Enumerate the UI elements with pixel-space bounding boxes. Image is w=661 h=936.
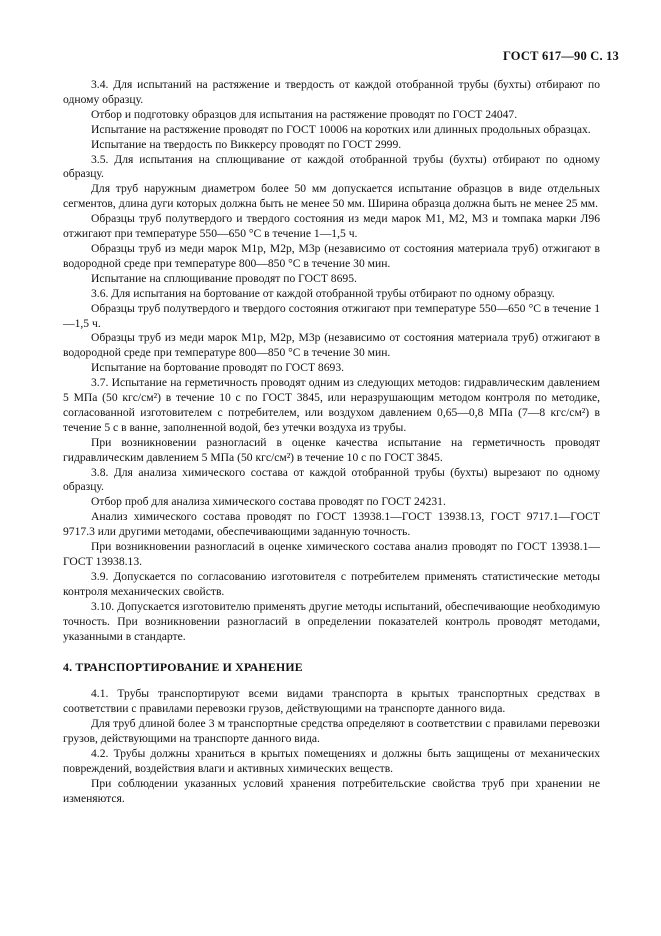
paragraph: 4.2. Трубы должны храниться в крытых помещениях и должны быть защищены от механических повреждений, воздействия влаги и активных химических веществ. [63,746,600,775]
paragraph: При возникновении разногласий в оценке качества испытание на герметичность проводят гидравлическим давлением 5 МПа (50 кгс/см²) в течение 10 с по ГОСТ 3845. [63,435,600,464]
paragraph: Испытание на твердость по Виккерсу проводят по ГОСТ 2999. [91,137,402,151]
paragraph: Образцы труб полутвердого и твердого состояния из меди марок М1, М2, М3 и томпака марки Л96 отжигают при температуре 550—650 °С в течение 1—1,5 ч. [63,212,600,241]
paragraph: Испытание на сплющивание проводят по ГОСТ 8695. [91,271,357,285]
paragraph: При возникновении разногласий в оценке химического состава анализ проводят по ГОСТ 13938.1—ГОСТ 13938.13. [63,540,600,568]
paragraph: Испытание на растяжение проводят по ГОСТ 10006 на коротких или длинных продольных образцах. [91,122,591,136]
section-title: 4. ТРАНСПОРТИРОВАНИЕ И ХРАНЕНИЕ [63,660,303,675]
paragraph: При соблюдении указанных условий хранения потребительские свойства труб при хранении не изменяются. [63,776,600,805]
paragraph: Отбор проб для анализа химического состава проводят по ГОСТ 24231. [91,495,446,509]
paragraph: Испытание на бортование проводят по ГОСТ 8693. [91,361,345,375]
paragraph: Образцы труб из меди марок М1р, М2р, М3р (независимо от состояния материала труб) отжигают в водородной среде при температуре 800—850 °С в течение 30 мин. [63,241,600,270]
paragraph: 3.10. Допускается изготовителю применять другие методы испытаний, обеспечивающие необходимую точность. При возникновении разногласий в определении показателей контроль проводят методами, указанными в стандарте. [63,599,600,643]
document-body [63,78,600,807]
paragraph: Для труб наружным диаметром более 50 мм допускается испытание образцов в виде отдельных сегментов, длина дуги которых должна быть не менее 50 мм. Ширина образца должна быть не менее 25 мм. [63,182,600,211]
paragraph: 3.9. Допускается по согласованию изготовителя с потребителем применять статистические методы контроля механических свойств. [63,569,600,598]
paragraph: 3.5. Для испытания на сплющивание от каждой отобранной трубы (бухты) отбирают по одному образцу. [63,152,600,181]
paragraph: 3.7. Испытание на герметичность проводят одним из следующих методов: гидравлическим давлением 5 МПа (50 кгс/см²) в течение 10 с по ГОСТ 3845, или неразрушающим методом контроля по методике, согласованной изготовителем с потребителем, или воздухом давлением 0,65—0,8 МПа (7—8 кгс/см²) в течение 5 с в ванне, заполненной водой, без утечки воздуха из трубы. [63,376,600,434]
paragraph: 3.6. Для испытания на бортование от каждой отобранной трубы отбирают по одному образцу. [91,286,555,300]
paragraph: 3.8. Для анализа химического состава от каждой отобранной трубы (бухты) вырезают по одному образцу. [63,465,600,494]
paragraph: Для труб длиной более 3 м транспортные средства определяют в соответствии с правилами перевозки грузов, действующими на транспорте данного вида. [63,717,600,746]
paragraph: Анализ химического состава проводят по ГОСТ 13938.1—ГОСТ 13938.13, ГОСТ 9717.1—ГОСТ 9717.3 или другими методами, обеспечивающими заданную точность. [63,510,600,539]
page-header: ГОСТ 617—90 С. 13 [502,49,619,63]
paragraph: 3.4. Для испытаний на растяжение и твердость от каждой отобранной трубы (бухты) отбирают по одному образцу. [63,78,600,106]
paragraph: Образцы труб из меди марок М1р, М2р, М3р (независимо от состояния материала труб) отжигают в водородной среде при температуре 800—850 °С в течение 30 мин. [63,331,600,360]
paragraph: Образцы труб полутвердого и твердого состояния отжигают при температуре 550—650 °С в течение 1—1,5 ч. [63,301,600,330]
paragraph: Отбор и подготовку образцов для испытания на растяжение проводят по ГОСТ 24047. [91,107,518,121]
paragraph: 4.1. Трубы транспортируют всеми видами транспорта в крытых транспортных средствах в соответствии с правилами перевозки грузов, действующими на транспорте данного вида. [63,687,600,716]
